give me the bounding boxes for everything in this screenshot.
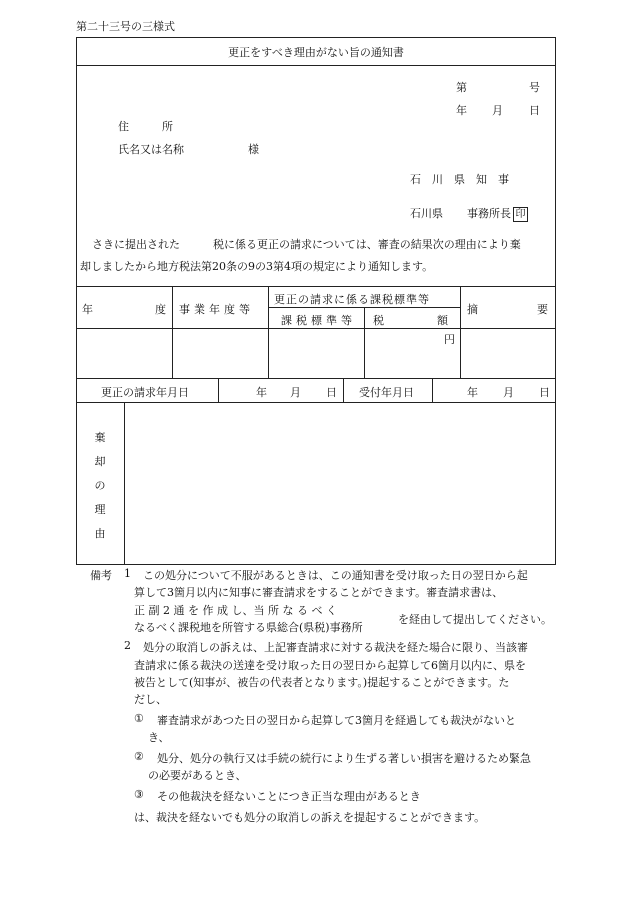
table-bottom-line <box>76 378 556 379</box>
note-1-line-1: この処分について不服があるときは、この通知書を受け取った日の翌日から起 <box>143 569 528 582</box>
col-standard: 課税標準等 <box>281 314 356 327</box>
office-suffix-text: 事務所長 <box>467 207 511 220</box>
note-2-line-3: 被告として(知事が、被告の代表者となります。)提起することができます。た <box>134 676 510 689</box>
governor: 石 川 県 知 事 <box>410 173 509 186</box>
request-date-day: 日 <box>326 386 337 399</box>
seal-icon: 印 <box>513 207 528 222</box>
col-summary-b: 要 <box>537 303 548 316</box>
case-1-line-2: き、 <box>148 731 170 744</box>
col-year-b: 度 <box>155 303 166 316</box>
request-date-year: 年 <box>256 386 267 399</box>
col-year-a: 年 <box>82 303 93 316</box>
note-1-line-3a: 正 副 2 通 を 作 成 し、当 所 な る べ く <box>134 604 337 617</box>
reason-char-3: の <box>94 479 106 492</box>
col-summary-a: 摘 <box>467 303 478 316</box>
date-row-divider-2 <box>343 378 344 402</box>
case-3-mark: ③ <box>134 788 144 801</box>
title-divider <box>76 65 556 66</box>
date-row-divider-3 <box>432 378 433 402</box>
reason-label <box>93 426 107 546</box>
note-2-line-1: 処分の取消しの訴えは、上記審査請求に対する裁決を経た場合に限り、当該審 <box>143 641 528 654</box>
request-date-label: 更正の請求年月日 <box>101 386 189 399</box>
col-standard-group: 更正の請求に係る課税標準等 <box>274 293 430 306</box>
name-label: 氏名又は名称 <box>118 143 184 156</box>
case-2-mark: ② <box>134 750 144 763</box>
note-2-line-4: だし、 <box>134 693 167 706</box>
note-1-number: 1 <box>124 567 131 580</box>
case-2-line-1: 処分、処分の執行又は手続の続行により生ずる著しい損害を避けるため緊急 <box>157 752 531 765</box>
reason-divider <box>124 402 125 564</box>
col-divider-4 <box>460 286 461 378</box>
form-number: 第二十三号の三様式 <box>76 20 175 33</box>
document-title: 更正をすべき理由がない旨の通知書 <box>228 46 404 59</box>
note-1-line-3c: を経由して提出してください。 <box>398 613 552 626</box>
address-label: 住 所 <box>118 120 173 133</box>
outer-border-right <box>555 37 556 564</box>
yen-unit: 円 <box>444 333 455 346</box>
date-row-divider-1 <box>218 378 219 402</box>
reason-char-1: 棄 <box>94 431 106 444</box>
receipt-date-month: 月 <box>503 386 514 399</box>
note-2-line-2: 査請求に係る裁決の送達を受け取った日の翌日から起算して6箇月以内に、県を <box>134 659 526 672</box>
date-month: 月 <box>492 104 503 117</box>
number-suffix: 号 <box>529 81 540 94</box>
table-header-bottom <box>76 328 556 329</box>
notes-closing: は、裁決を経ないでも処分の取消しの訴えを提起することができます。 <box>134 811 486 824</box>
reason-char-5: 由 <box>94 527 106 540</box>
date-row-bottom <box>76 402 556 403</box>
body-line-2: 却しましたから地方税法第20条の9の3第4項の規定により通知します。 <box>80 260 434 273</box>
office-prefix: 石川県 <box>410 207 443 220</box>
request-date-month: 月 <box>290 386 301 399</box>
outer-border-left <box>76 37 77 564</box>
col-business-year: 事業年度等 <box>179 303 254 316</box>
name-suffix: 様 <box>248 143 259 156</box>
note-1-line-2: 算して3箇月以内に知事に審査請求をすることができます。審査請求書は、 <box>134 586 504 599</box>
outer-border-top <box>76 37 556 38</box>
date-day: 日 <box>529 104 540 117</box>
col-divider-3 <box>364 307 365 378</box>
case-1-line-1: 審査請求があつた日の翌日から起算して3箇月を経過しても裁決がないと <box>157 714 516 727</box>
receipt-date-label: 受付年月日 <box>359 386 414 399</box>
col-tax-b: 額 <box>437 314 448 327</box>
col-divider-1 <box>172 286 173 378</box>
receipt-date-day: 日 <box>539 386 550 399</box>
outer-border-bottom <box>76 564 556 565</box>
number-label: 第 <box>456 81 467 94</box>
case-2-line-2: の必要があるとき、 <box>148 769 247 782</box>
reason-char-2: 却 <box>94 455 106 468</box>
case-3-line-1: その他裁決を経ないことにつき正当な理由があるとき <box>157 790 421 803</box>
case-1-mark: ① <box>134 712 144 725</box>
note-2-number: 2 <box>124 639 131 652</box>
col-divider-2 <box>268 286 269 378</box>
date-year: 年 <box>456 104 467 117</box>
note-1-line-3b: なるべく課税地を所管する県総合(県税)事務所 <box>134 621 363 634</box>
reason-char-4: 理 <box>94 503 106 516</box>
body-line-1: さきに提出された 税に係る更正の請求については、審査の結果次の理由により棄 <box>92 238 521 251</box>
office-suffix <box>467 205 528 222</box>
receipt-date-year: 年 <box>467 386 478 399</box>
notes-label: 備考 <box>90 569 112 582</box>
table-top-line <box>76 286 556 287</box>
col-tax-a: 税 <box>373 314 384 327</box>
